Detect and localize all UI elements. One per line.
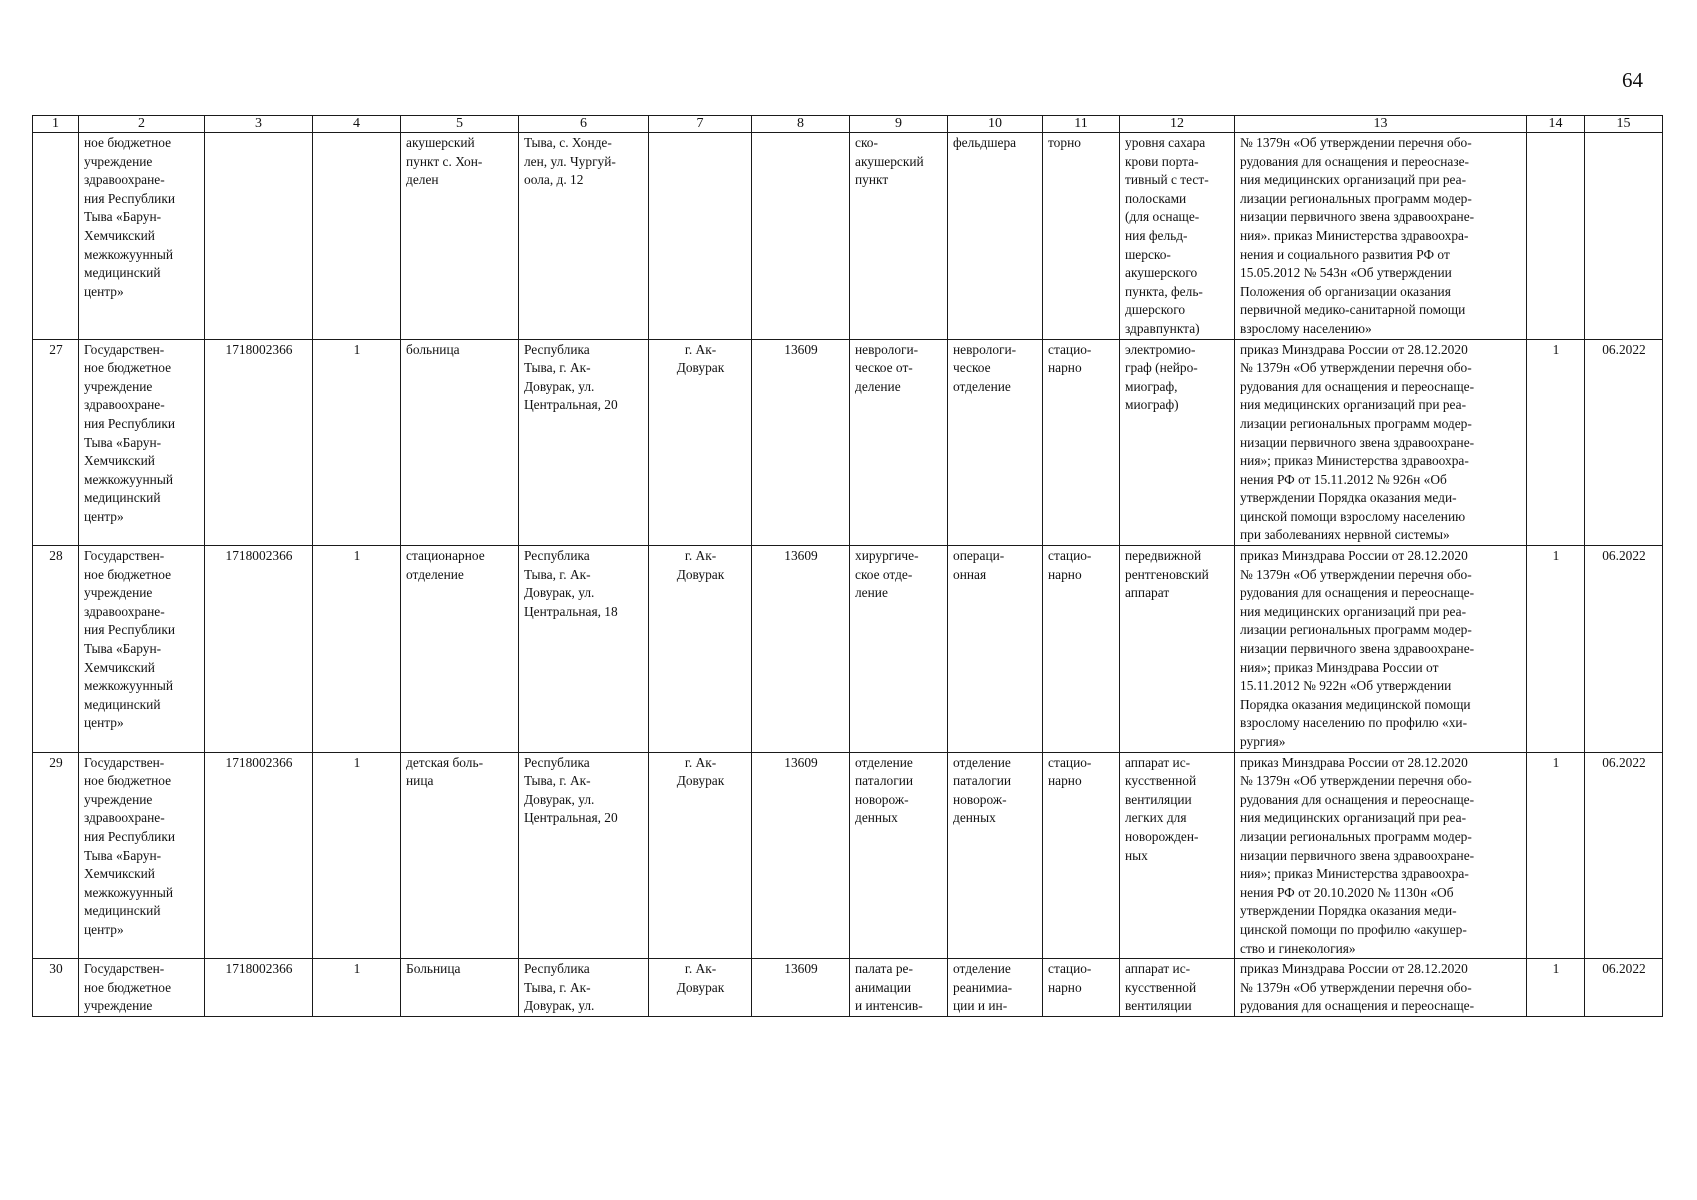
department-cell: хирургиче- ское отде- ление [850, 546, 948, 753]
address-cell: Республика Тыва, г. Ак- Довурак, ул. [519, 959, 649, 1017]
legal-basis-cell: приказ Минздрава России от 28.12.2020 № 1379н «Об утверждении перечня обо- рудования для оснащения и переоснаще- ния медицинских организаций при реа- лизации региональных программ модер- низации первичного звена здравоохране- ния»; приказ Министерства здравоохра- нения РФ от 15.11.2012 № 926н «Об утверждении Порядка оказания меди- цинской помощи взрослому населению при заболеваниях нервной системы» [1235, 339, 1527, 546]
legal-basis-cell: приказ Минздрава России от 28.12.2020 № 1379н «Об утверждении перечня обо- рудования для оснащения и переоснаще- ния медицинских организаций при реа- лизации региональных программ модер- низации первичного звена здравоохране- ния»; приказ Министерства здравоохра- нения РФ от 20.10.2020 № 1130н «Об утверждении Порядка оказания меди- цинской помощи по профилю «акушер- ство и гинекология» [1235, 752, 1527, 959]
subdivision-type: акушерский пункт с. Хон- делен [401, 133, 519, 340]
inn-cell: 1718002366 [205, 959, 313, 1017]
code-cell: 13609 [752, 752, 850, 959]
department-cell: неврологи- ческое от- деление [850, 339, 948, 546]
count-cell: 1 [313, 546, 401, 753]
quantity-cell [1527, 133, 1585, 340]
subdivision-type: детская боль- ница [401, 752, 519, 959]
organization-name: Государствен- ное бюджетное учреждение здравоохране- ния Республики Тыва «Барун- Хемчикский межкожуунный медицинский центр» [79, 546, 205, 753]
code-cell [752, 133, 850, 340]
organization-name: Государствен- ное бюджетное учреждение [79, 959, 205, 1017]
locality-cell: г. Ак- Довурак [649, 546, 752, 753]
date-cell: 06.2022 [1585, 339, 1663, 546]
care-form-cell: стацио- нарно [1043, 339, 1120, 546]
col-header-15: 15 [1585, 116, 1663, 133]
date-cell [1585, 133, 1663, 340]
inn-cell: 1718002366 [205, 752, 313, 959]
count-cell: 1 [313, 959, 401, 1017]
address-cell: Республика Тыва, г. Ак- Довурак, ул. Центральная, 20 [519, 339, 649, 546]
code-cell: 13609 [752, 959, 850, 1017]
address-cell: Республика Тыва, г. Ак- Довурак, ул. Центральная, 20 [519, 752, 649, 959]
col-header-6: 6 [519, 116, 649, 133]
col-header-14: 14 [1527, 116, 1585, 133]
row-number: 27 [33, 339, 79, 546]
address-cell: Республика Тыва, г. Ак- Довурак, ул. Центральная, 18 [519, 546, 649, 753]
equipment-cell: передвижной рентгеновский аппарат [1120, 546, 1235, 753]
locality-cell: г. Ак- Довурак [649, 339, 752, 546]
equipment-table [32, 115, 1663, 1017]
subdivision-type: стационарное отделение [401, 546, 519, 753]
unit-cell: операци- онная [948, 546, 1043, 753]
equipment-cell: электромио- граф (нейро- миограф, миограф) [1120, 339, 1235, 546]
locality-cell: г. Ак- Довурак [649, 959, 752, 1017]
row-number: 29 [33, 752, 79, 959]
col-header-7: 7 [649, 116, 752, 133]
legal-basis-cell: приказ Минздрава России от 28.12.2020 № 1379н «Об утверждении перечня обо- рудования для оснащения и переоснаще- ния медицинских организаций при реа- лизации региональных программ модер- низации первичного звена здравоохране- ния»; приказ Минздрава России от 15.11.2012 № 922н «Об утверждении Порядка оказания медицинской помощи взрослому населению по профилю «хи- рургия» [1235, 546, 1527, 753]
table-row [33, 752, 1663, 959]
col-header-2: 2 [79, 116, 205, 133]
table-row [33, 133, 1663, 340]
count-cell [313, 133, 401, 340]
address-cell: Тыва, с. Хонде- лен, ул. Чургуй- оола, д. 12 [519, 133, 649, 340]
equipment-cell: аппарат ис- кусственной вентиляции [1120, 959, 1235, 1017]
count-cell: 1 [313, 752, 401, 959]
subdivision-type: больница [401, 339, 519, 546]
code-cell: 13609 [752, 339, 850, 546]
legal-basis-cell: № 1379н «Об утверждении перечня обо- рудования для оснащения и переосназе- ния медицинских организаций при реа- лизации региональных программ модер- низации первичного звена здравоохране- ния». приказ Министерства здравоохра- нения и социального развития РФ от 15.05.2012 № 543н «Об утверждении Положения об организации оказания первичной медико-санитарной помощи взрослому населению» [1235, 133, 1527, 340]
inn-cell: 1718002366 [205, 339, 313, 546]
date-cell: 06.2022 [1585, 546, 1663, 753]
locality-cell: г. Ак- Довурак [649, 752, 752, 959]
count-cell: 1 [313, 339, 401, 546]
care-form-cell: торно [1043, 133, 1120, 340]
col-header-13: 13 [1235, 116, 1527, 133]
equipment-cell: уровня сахара крови порта- тивный с тест- полосками (для оснаще- ния фельд- шерско- акушерского пункта, фель- дшерского здравпункта) [1120, 133, 1235, 340]
quantity-cell: 1 [1527, 752, 1585, 959]
care-form-cell: стацио- нарно [1043, 752, 1120, 959]
table-row [33, 339, 1663, 546]
unit-cell: фельдшера [948, 133, 1043, 340]
quantity-cell: 1 [1527, 546, 1585, 753]
organization-name: Государствен- ное бюджетное учреждение здравоохране- ния Республики Тыва «Барун- Хемчикский межкожуунный медицинский центр» [79, 339, 205, 546]
col-header-10: 10 [948, 116, 1043, 133]
row-number [33, 133, 79, 340]
quantity-cell: 1 [1527, 959, 1585, 1017]
row-number: 28 [33, 546, 79, 753]
col-header-12: 12 [1120, 116, 1235, 133]
date-cell: 06.2022 [1585, 959, 1663, 1017]
department-cell: ско- акушерский пункт [850, 133, 948, 340]
col-header-5: 5 [401, 116, 519, 133]
code-cell: 13609 [752, 546, 850, 753]
table-row [33, 546, 1663, 753]
locality-cell [649, 133, 752, 340]
equipment-cell: аппарат ис- кусственной вентиляции легких для новорожден- ных [1120, 752, 1235, 959]
organization-name: ное бюджетное учреждение здравоохране- ния Республики Тыва «Барун- Хемчикский межкожуунный медицинский центр» [79, 133, 205, 340]
department-cell: палата ре- анимации и интенсив- [850, 959, 948, 1017]
col-header-4: 4 [313, 116, 401, 133]
inn-cell: 1718002366 [205, 546, 313, 753]
row-number: 30 [33, 959, 79, 1017]
column-number-row [33, 116, 1663, 133]
table-body [33, 133, 1663, 1017]
subdivision-type: Больница [401, 959, 519, 1017]
col-header-8: 8 [752, 116, 850, 133]
care-form-cell: стацио- нарно [1043, 546, 1120, 753]
inn-cell [205, 133, 313, 340]
table-row [33, 959, 1663, 1017]
legal-basis-cell: приказ Минздрава России от 28.12.2020 № 1379н «Об утверждении перечня обо- рудования для оснащения и переоснаще- [1235, 959, 1527, 1017]
organization-name: Государствен- ное бюджетное учреждение здравоохране- ния Республики Тыва «Барун- Хемчикский межкожуунный медицинский центр» [79, 752, 205, 959]
department-cell: отделение паталогии новорож- денных [850, 752, 948, 959]
unit-cell: неврологи- ческое отделение [948, 339, 1043, 546]
col-header-9: 9 [850, 116, 948, 133]
unit-cell: отделение паталогии новорож- денных [948, 752, 1043, 959]
care-form-cell: стацио- нарно [1043, 959, 1120, 1017]
page-number: 64 [1622, 68, 1643, 92]
col-header-3: 3 [205, 116, 313, 133]
quantity-cell: 1 [1527, 339, 1585, 546]
col-header-1: 1 [33, 116, 79, 133]
unit-cell: отделение реанимиа- ции и ин- [948, 959, 1043, 1017]
col-header-11: 11 [1043, 116, 1120, 133]
date-cell: 06.2022 [1585, 752, 1663, 959]
